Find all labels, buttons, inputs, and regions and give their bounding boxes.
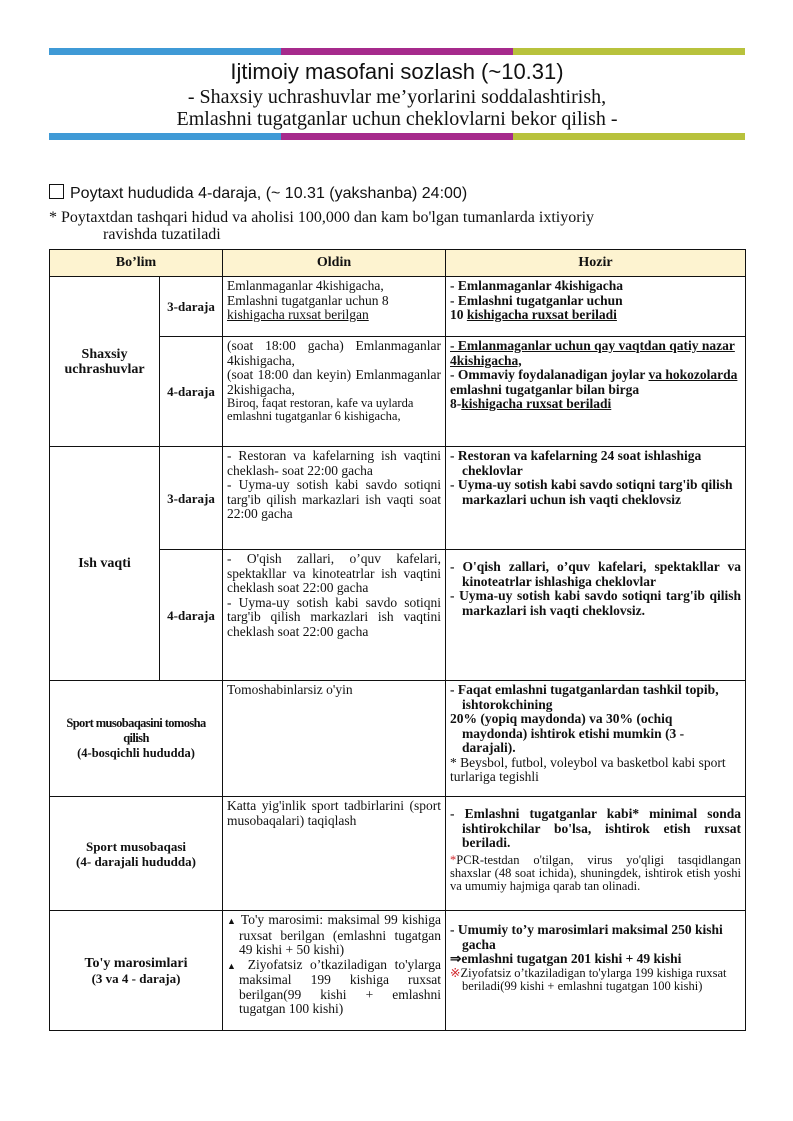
now-cell [446, 550, 746, 681]
now-cell [446, 681, 746, 797]
before-cell [223, 337, 446, 447]
text-line: 20% (yopiq maydonda) va 30% (ochiq maydonda) ishtirok etishi mumkin (3 - darajali). [450, 711, 685, 755]
table-row [50, 681, 746, 797]
before-cell [223, 447, 446, 550]
text-line: - Emlanmaganlar 4kishigacha [450, 278, 624, 293]
text-line: - Umumiy to’y marosimlari maksimal 250 kishi gacha [450, 922, 723, 952]
text-line: (4- darajali hududda) [76, 853, 196, 869]
before-cell [223, 550, 446, 681]
text-part: PCR-testdan o'tilgan, virus yo'qligi tasqidlangan shaxslar (48 soat ichida), shuningdek, ishtirok etish yoshi va umumiy hajmiga qarab tan olinadi. [450, 852, 742, 893]
text-line: - O'qish zallari, o’quv kafelari, spektakllar va kinoteatrlar ishlashiga cheklovlar [450, 559, 742, 589]
text-line: - Uyma-uy sotish kabi savdo sotiqni targ'ib qilish markazlari uchun ish vaqti cheklovsiz [450, 477, 733, 507]
before-cell: Katta yig'inlik sport tadbirlarini (sport musobaqalari) taqiqlash [223, 797, 446, 911]
now-cell [446, 797, 746, 911]
text-line: - O'qish zallari, o’quv kafelari, spektakllar va kinoteatrlar ish vaqtini cheklash soat 22:00 gacha [227, 551, 442, 595]
text-line: Biroq, faqat restoran, kafe va uylarda [227, 396, 414, 410]
text-line: Sport musobaqasi [85, 838, 187, 854]
header-now: Hozir [446, 250, 746, 277]
category-spectate [50, 681, 223, 797]
reference-mark-icon: ※ [450, 965, 461, 980]
category-competition [50, 797, 223, 911]
text-line: Emlashni tugatganlar uchun 8 [227, 292, 389, 308]
text-part: 8- [450, 396, 462, 411]
text-line: - Restoran va kafelarning ish vaqtini cheklash- soat 22:00 gacha [227, 448, 442, 478]
note-line-1: * Poytaxtdan tashqari hidud va aholisi 100,000 dan kam bo'lgan tumanlarda ixtiyoriy [49, 209, 595, 226]
section-heading [49, 184, 467, 203]
before-cell [223, 911, 446, 1031]
text-line [450, 368, 741, 383]
triangle-bullet-icon: ▲ [227, 916, 237, 926]
now-cell [446, 911, 746, 1031]
text-line: - Faqat emlashni tugatganlardan tashkil topib, ishtorokchining [450, 682, 719, 712]
text-line: - Uyma-uy sotish kabi savdo sotiqni targ'ib qilish markazlari ish vaqti soat 22:00 gacha [227, 477, 442, 521]
text-line: * Beysbol, futbol, voleybol va basketbol kabi sport turlariga tegishli [450, 754, 726, 784]
category-hours: Ish vaqti [50, 447, 160, 681]
table-row [50, 797, 746, 911]
text-line: To'y marosimlari [84, 955, 188, 971]
now-cell [446, 447, 746, 550]
text-part: Ziyofatsiz o’tkaziladigan to'ylarga 199 kishiga ruxsat beriladi(99 kishi + emlashni tugatgan 100 kishi) [460, 965, 727, 993]
text-line: - Emlanmaganlar uchun qay vaqtdan qatiy nazar 4kishigacha, [450, 338, 735, 368]
bottom-color-bar [49, 133, 745, 140]
text-line [450, 967, 741, 993]
level-cell: 3-daraja [160, 277, 223, 337]
asterisk-mark: * [450, 852, 457, 867]
text-line [450, 308, 741, 323]
arrow-icon: ⇒ [450, 951, 462, 966]
text-part: kishigacha ruxsat beriladi [461, 396, 612, 411]
header-before: Oldin [223, 250, 446, 277]
before-cell: Tomoshabinlarsiz o'yin [223, 681, 446, 797]
text-part: Ziyofatsiz o’tkaziladigan to'ylarga maksimal 199 kishiga ruxsat berilgan(99 kishi + emlashni tugatgan 100 kishi) [239, 956, 442, 1016]
rules-table [49, 249, 746, 1031]
triangle-bullet-icon: ▲ [227, 960, 241, 971]
text-line: (3 va 4 - daraja) [91, 970, 181, 986]
table-header-row [50, 250, 746, 277]
subtitle-line-1: - Shaxsiy uchrashuvlar me’yorlarini soddalashtirish, [187, 86, 607, 108]
text-part: - Ommaviy foydalanadigan joylar [450, 367, 649, 382]
text-part: va hokozolarda [648, 367, 738, 382]
now-cell [446, 277, 746, 337]
category-private: Shaxsiy uchrashuvlar [50, 277, 160, 447]
text-part: emlashni tugatgan 201 kishi + 49 kishi [461, 951, 682, 966]
text-line [450, 854, 741, 893]
checkbox-icon [49, 184, 64, 199]
page-title: Ijtimoiy masofani sozlash (~10.31) [230, 59, 564, 84]
header-section: Bo’lim [50, 250, 223, 277]
text-line [450, 397, 741, 412]
category-wedding [50, 911, 223, 1031]
text-line: - Emlashni tugatganlar uchun [450, 292, 623, 308]
table-row [50, 911, 746, 1031]
text-line: (soat 18:00 gacha) Emlanmaganlar 4kishigacha, [227, 338, 442, 368]
section-note [49, 209, 749, 243]
text-line: - Emlashni tugatganlar kabi* minimal sonda ishtirokchilar bo'lsa, ishtirok etish ruxsat beriladi. [450, 806, 742, 850]
note-line-2: ravishda tuzatiladi [103, 226, 221, 243]
text-line [450, 952, 741, 967]
text-part: 10 [450, 307, 467, 322]
level-cell: 4-daraja [160, 337, 223, 447]
level-cell: 3-daraja [160, 447, 223, 550]
text-line: kishigacha ruxsat berilgan [227, 307, 369, 322]
top-color-bar [49, 48, 745, 55]
text-line: Sport musobaqasini tomosha qilish [66, 716, 206, 745]
text-line: (soat 18:00 dan keyin) Emlanmaganlar 2kishigacha, [227, 367, 442, 397]
text-line: - Restoran va kafelarning 24 soat ishlashiga cheklovlar [450, 448, 702, 478]
level-cell: 4-daraja [160, 550, 223, 681]
now-cell [446, 337, 746, 447]
before-cell [223, 277, 446, 337]
title-block [49, 58, 745, 130]
text-line: - Uyma-uy sotish kabi savdo sotiqni targ'ib qilish markazlari ish vaqtini cheklash soat 22:00 gacha [227, 594, 442, 639]
text-line: emlashni tugatganlar 6 kishigacha, [227, 409, 401, 423]
text-line [227, 913, 441, 958]
table-row [50, 277, 746, 337]
text-line: - Uyma-uy sotish kabi savdo sotiqni targ'ib qilish markazlari ish vaqti cheklovsiz. [450, 588, 742, 618]
table-row [50, 447, 746, 550]
text-line: Emlanmaganlar 4kishigacha, [227, 278, 384, 293]
text-line: emlashni tugatganlar bilan birga [450, 381, 640, 397]
text-line [227, 958, 441, 1017]
section-heading-text: Poytaxt hududida 4-daraja, (~ 10.31 (yakshanba) 24:00) [70, 185, 468, 202]
text-line: (4-bosqichli hududda) [77, 746, 195, 760]
subtitle-line-2: Emlashni tugatganlar uchun cheklovlarni bekor qilish - [176, 108, 618, 130]
text-part: To'y marosimi: maksimal 99 kishiga ruxsat berilgan (emlashni tugatgan 49 kishi + 50 kishi) [239, 912, 442, 957]
text-part: kishigacha ruxsat beriladi [466, 307, 617, 322]
